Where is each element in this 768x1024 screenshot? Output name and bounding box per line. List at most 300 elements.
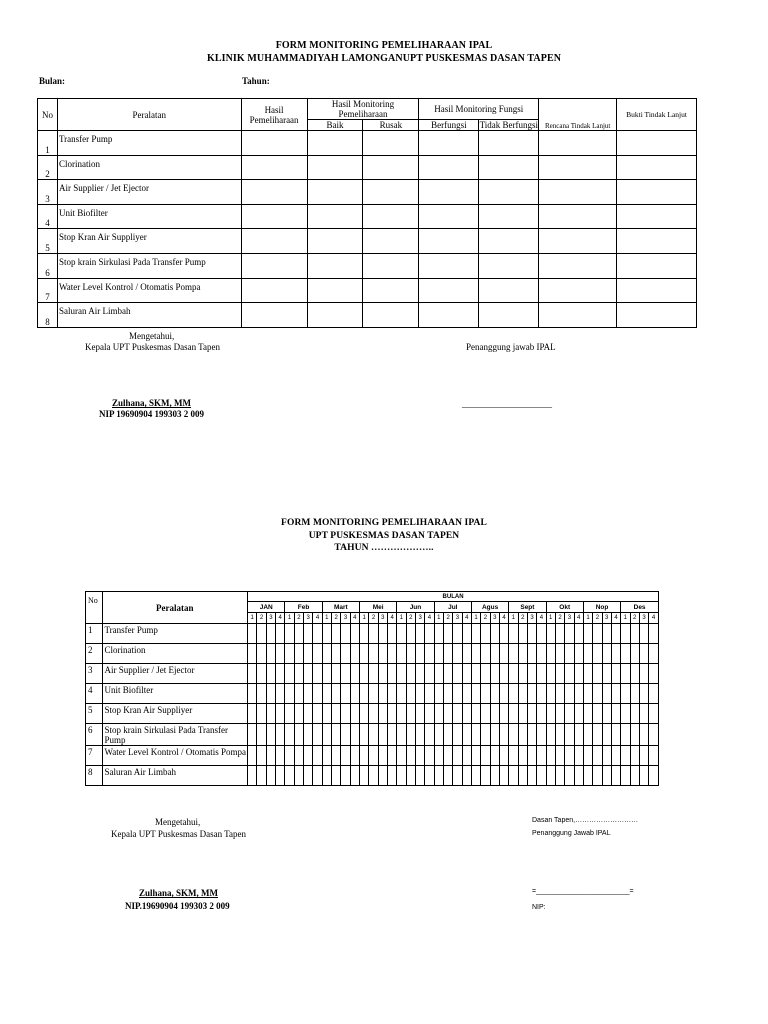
entry-cell[interactable] xyxy=(307,131,363,156)
entry-cell[interactable] xyxy=(479,131,539,156)
week-cell[interactable] xyxy=(639,624,648,644)
week-cell[interactable] xyxy=(304,724,313,746)
week-cell[interactable] xyxy=(518,644,527,664)
week-cell[interactable] xyxy=(537,664,546,684)
week-cell[interactable] xyxy=(481,684,490,704)
week-cell[interactable] xyxy=(565,644,574,664)
week-cell[interactable] xyxy=(369,684,378,704)
week-cell[interactable] xyxy=(248,766,257,786)
week-cell[interactable] xyxy=(266,644,275,664)
week-cell[interactable] xyxy=(499,724,508,746)
week-cell[interactable] xyxy=(248,644,257,664)
week-cell[interactable] xyxy=(546,746,555,766)
week-cell[interactable] xyxy=(304,766,313,786)
week-cell[interactable] xyxy=(406,664,415,684)
week-cell[interactable] xyxy=(574,746,583,766)
week-cell[interactable] xyxy=(387,766,396,786)
week-cell[interactable] xyxy=(415,684,424,704)
week-cell[interactable] xyxy=(611,664,620,684)
week-cell[interactable] xyxy=(574,644,583,664)
week-cell[interactable] xyxy=(304,746,313,766)
week-cell[interactable] xyxy=(565,766,574,786)
week-cell[interactable] xyxy=(481,664,490,684)
week-cell[interactable] xyxy=(276,644,285,664)
week-cell[interactable] xyxy=(257,624,266,644)
week-cell[interactable] xyxy=(360,684,369,704)
week-cell[interactable] xyxy=(322,724,331,746)
week-cell[interactable] xyxy=(266,724,275,746)
entry-cell[interactable] xyxy=(539,253,617,278)
week-cell[interactable] xyxy=(621,724,630,746)
week-cell[interactable] xyxy=(434,664,443,684)
week-cell[interactable] xyxy=(546,766,555,786)
week-cell[interactable] xyxy=(443,704,452,724)
week-cell[interactable] xyxy=(630,664,639,684)
week-cell[interactable] xyxy=(434,724,443,746)
week-cell[interactable] xyxy=(621,684,630,704)
week-cell[interactable] xyxy=(434,684,443,704)
week-cell[interactable] xyxy=(471,766,480,786)
week-cell[interactable] xyxy=(462,684,471,704)
week-cell[interactable] xyxy=(546,684,555,704)
week-cell[interactable] xyxy=(509,704,518,724)
week-cell[interactable] xyxy=(276,724,285,746)
week-cell[interactable] xyxy=(378,766,387,786)
week-cell[interactable] xyxy=(462,664,471,684)
week-cell[interactable] xyxy=(471,664,480,684)
week-cell[interactable] xyxy=(360,746,369,766)
week-cell[interactable] xyxy=(266,624,275,644)
week-cell[interactable] xyxy=(406,684,415,704)
week-cell[interactable] xyxy=(602,624,611,644)
week-cell[interactable] xyxy=(462,624,471,644)
week-cell[interactable] xyxy=(639,746,648,766)
week-cell[interactable] xyxy=(537,704,546,724)
week-cell[interactable] xyxy=(313,684,322,704)
week-cell[interactable] xyxy=(425,746,434,766)
week-cell[interactable] xyxy=(537,766,546,786)
week-cell[interactable] xyxy=(583,766,592,786)
week-cell[interactable] xyxy=(397,664,406,684)
week-cell[interactable] xyxy=(649,746,659,766)
entry-cell[interactable] xyxy=(617,229,697,254)
week-cell[interactable] xyxy=(248,684,257,704)
entry-cell[interactable] xyxy=(419,131,479,156)
week-cell[interactable] xyxy=(537,624,546,644)
week-cell[interactable] xyxy=(602,644,611,664)
week-cell[interactable] xyxy=(546,724,555,746)
week-cell[interactable] xyxy=(360,664,369,684)
week-cell[interactable] xyxy=(527,724,536,746)
week-cell[interactable] xyxy=(332,644,341,664)
week-cell[interactable] xyxy=(537,746,546,766)
week-cell[interactable] xyxy=(425,644,434,664)
week-cell[interactable] xyxy=(499,704,508,724)
entry-cell[interactable] xyxy=(539,278,617,303)
week-cell[interactable] xyxy=(462,704,471,724)
week-cell[interactable] xyxy=(527,624,536,644)
week-cell[interactable] xyxy=(593,766,602,786)
week-cell[interactable] xyxy=(518,684,527,704)
week-cell[interactable] xyxy=(276,664,285,684)
week-cell[interactable] xyxy=(406,704,415,724)
week-cell[interactable] xyxy=(378,684,387,704)
entry-cell[interactable] xyxy=(539,131,617,156)
week-cell[interactable] xyxy=(304,684,313,704)
week-cell[interactable] xyxy=(639,724,648,746)
week-cell[interactable] xyxy=(527,684,536,704)
week-cell[interactable] xyxy=(593,644,602,664)
week-cell[interactable] xyxy=(313,664,322,684)
week-cell[interactable] xyxy=(285,724,294,746)
week-cell[interactable] xyxy=(257,704,266,724)
entry-cell[interactable] xyxy=(363,278,419,303)
entry-cell[interactable] xyxy=(241,155,307,180)
entry-cell[interactable] xyxy=(617,303,697,328)
entry-cell[interactable] xyxy=(241,180,307,205)
week-cell[interactable] xyxy=(406,644,415,664)
week-cell[interactable] xyxy=(294,766,303,786)
week-cell[interactable] xyxy=(415,704,424,724)
week-cell[interactable] xyxy=(565,704,574,724)
week-cell[interactable] xyxy=(583,664,592,684)
week-cell[interactable] xyxy=(266,684,275,704)
week-cell[interactable] xyxy=(443,684,452,704)
week-cell[interactable] xyxy=(266,746,275,766)
week-cell[interactable] xyxy=(490,624,499,644)
entry-cell[interactable] xyxy=(307,204,363,229)
entry-cell[interactable] xyxy=(479,180,539,205)
week-cell[interactable] xyxy=(621,664,630,684)
week-cell[interactable] xyxy=(285,746,294,766)
week-cell[interactable] xyxy=(453,664,462,684)
week-cell[interactable] xyxy=(471,724,480,746)
week-cell[interactable] xyxy=(509,684,518,704)
week-cell[interactable] xyxy=(285,624,294,644)
week-cell[interactable] xyxy=(583,684,592,704)
week-cell[interactable] xyxy=(481,704,490,724)
week-cell[interactable] xyxy=(257,724,266,746)
week-cell[interactable] xyxy=(350,684,359,704)
week-cell[interactable] xyxy=(621,644,630,664)
week-cell[interactable] xyxy=(313,746,322,766)
entry-cell[interactable] xyxy=(479,155,539,180)
week-cell[interactable] xyxy=(257,664,266,684)
week-cell[interactable] xyxy=(415,766,424,786)
week-cell[interactable] xyxy=(248,704,257,724)
week-cell[interactable] xyxy=(443,724,452,746)
week-cell[interactable] xyxy=(583,704,592,724)
week-cell[interactable] xyxy=(509,664,518,684)
entry-cell[interactable] xyxy=(363,204,419,229)
entry-cell[interactable] xyxy=(539,204,617,229)
week-cell[interactable] xyxy=(481,644,490,664)
week-cell[interactable] xyxy=(555,724,564,746)
week-cell[interactable] xyxy=(546,704,555,724)
week-cell[interactable] xyxy=(378,704,387,724)
week-cell[interactable] xyxy=(350,724,359,746)
week-cell[interactable] xyxy=(397,724,406,746)
week-cell[interactable] xyxy=(509,644,518,664)
week-cell[interactable] xyxy=(639,766,648,786)
week-cell[interactable] xyxy=(266,766,275,786)
week-cell[interactable] xyxy=(378,724,387,746)
week-cell[interactable] xyxy=(611,644,620,664)
week-cell[interactable] xyxy=(602,746,611,766)
week-cell[interactable] xyxy=(546,644,555,664)
week-cell[interactable] xyxy=(471,684,480,704)
week-cell[interactable] xyxy=(527,644,536,664)
week-cell[interactable] xyxy=(453,766,462,786)
week-cell[interactable] xyxy=(415,746,424,766)
week-cell[interactable] xyxy=(602,766,611,786)
entry-cell[interactable] xyxy=(419,278,479,303)
entry-cell[interactable] xyxy=(307,229,363,254)
week-cell[interactable] xyxy=(360,724,369,746)
week-cell[interactable] xyxy=(341,704,350,724)
week-cell[interactable] xyxy=(443,644,452,664)
week-cell[interactable] xyxy=(499,644,508,664)
week-cell[interactable] xyxy=(639,704,648,724)
week-cell[interactable] xyxy=(415,624,424,644)
week-cell[interactable] xyxy=(555,704,564,724)
week-cell[interactable] xyxy=(602,704,611,724)
week-cell[interactable] xyxy=(490,724,499,746)
week-cell[interactable] xyxy=(583,746,592,766)
week-cell[interactable] xyxy=(248,624,257,644)
entry-cell[interactable] xyxy=(617,278,697,303)
entry-cell[interactable] xyxy=(363,180,419,205)
week-cell[interactable] xyxy=(332,766,341,786)
entry-cell[interactable] xyxy=(419,155,479,180)
week-cell[interactable] xyxy=(341,644,350,664)
week-cell[interactable] xyxy=(509,766,518,786)
week-cell[interactable] xyxy=(406,746,415,766)
week-cell[interactable] xyxy=(453,724,462,746)
week-cell[interactable] xyxy=(285,664,294,684)
week-cell[interactable] xyxy=(313,644,322,664)
week-cell[interactable] xyxy=(481,766,490,786)
week-cell[interactable] xyxy=(285,684,294,704)
entry-cell[interactable] xyxy=(617,253,697,278)
week-cell[interactable] xyxy=(490,704,499,724)
week-cell[interactable] xyxy=(462,724,471,746)
week-cell[interactable] xyxy=(304,664,313,684)
week-cell[interactable] xyxy=(453,644,462,664)
week-cell[interactable] xyxy=(369,644,378,664)
week-cell[interactable] xyxy=(649,704,659,724)
week-cell[interactable] xyxy=(499,766,508,786)
week-cell[interactable] xyxy=(369,704,378,724)
week-cell[interactable] xyxy=(574,684,583,704)
week-cell[interactable] xyxy=(313,624,322,644)
week-cell[interactable] xyxy=(649,664,659,684)
week-cell[interactable] xyxy=(499,746,508,766)
week-cell[interactable] xyxy=(527,664,536,684)
week-cell[interactable] xyxy=(574,724,583,746)
week-cell[interactable] xyxy=(341,746,350,766)
week-cell[interactable] xyxy=(462,746,471,766)
week-cell[interactable] xyxy=(639,684,648,704)
week-cell[interactable] xyxy=(425,624,434,644)
entry-cell[interactable] xyxy=(419,180,479,205)
entry-cell[interactable] xyxy=(241,131,307,156)
week-cell[interactable] xyxy=(602,684,611,704)
entry-cell[interactable] xyxy=(307,278,363,303)
week-cell[interactable] xyxy=(611,624,620,644)
week-cell[interactable] xyxy=(304,644,313,664)
entry-cell[interactable] xyxy=(479,303,539,328)
week-cell[interactable] xyxy=(537,724,546,746)
week-cell[interactable] xyxy=(276,766,285,786)
week-cell[interactable] xyxy=(266,704,275,724)
week-cell[interactable] xyxy=(621,746,630,766)
week-cell[interactable] xyxy=(462,644,471,664)
week-cell[interactable] xyxy=(350,644,359,664)
week-cell[interactable] xyxy=(443,766,452,786)
entry-cell[interactable] xyxy=(307,253,363,278)
week-cell[interactable] xyxy=(322,624,331,644)
week-cell[interactable] xyxy=(518,664,527,684)
week-cell[interactable] xyxy=(509,746,518,766)
entry-cell[interactable] xyxy=(307,303,363,328)
week-cell[interactable] xyxy=(443,624,452,644)
week-cell[interactable] xyxy=(649,724,659,746)
week-cell[interactable] xyxy=(593,704,602,724)
week-cell[interactable] xyxy=(593,746,602,766)
entry-cell[interactable] xyxy=(617,155,697,180)
week-cell[interactable] xyxy=(434,624,443,644)
week-cell[interactable] xyxy=(602,724,611,746)
week-cell[interactable] xyxy=(341,724,350,746)
entry-cell[interactable] xyxy=(363,155,419,180)
week-cell[interactable] xyxy=(471,624,480,644)
week-cell[interactable] xyxy=(397,624,406,644)
entry-cell[interactable] xyxy=(363,253,419,278)
week-cell[interactable] xyxy=(294,704,303,724)
week-cell[interactable] xyxy=(499,684,508,704)
week-cell[interactable] xyxy=(453,704,462,724)
week-cell[interactable] xyxy=(387,664,396,684)
week-cell[interactable] xyxy=(397,684,406,704)
week-cell[interactable] xyxy=(350,664,359,684)
week-cell[interactable] xyxy=(360,644,369,664)
week-cell[interactable] xyxy=(649,684,659,704)
week-cell[interactable] xyxy=(425,664,434,684)
week-cell[interactable] xyxy=(387,624,396,644)
entry-cell[interactable] xyxy=(617,131,697,156)
week-cell[interactable] xyxy=(611,704,620,724)
week-cell[interactable] xyxy=(583,624,592,644)
week-cell[interactable] xyxy=(499,664,508,684)
week-cell[interactable] xyxy=(257,644,266,664)
week-cell[interactable] xyxy=(574,624,583,644)
week-cell[interactable] xyxy=(425,684,434,704)
week-cell[interactable] xyxy=(360,704,369,724)
week-cell[interactable] xyxy=(257,684,266,704)
week-cell[interactable] xyxy=(621,766,630,786)
week-cell[interactable] xyxy=(248,724,257,746)
week-cell[interactable] xyxy=(415,664,424,684)
week-cell[interactable] xyxy=(639,644,648,664)
week-cell[interactable] xyxy=(593,724,602,746)
week-cell[interactable] xyxy=(649,766,659,786)
week-cell[interactable] xyxy=(630,766,639,786)
week-cell[interactable] xyxy=(518,704,527,724)
week-cell[interactable] xyxy=(294,624,303,644)
week-cell[interactable] xyxy=(509,624,518,644)
week-cell[interactable] xyxy=(434,704,443,724)
week-cell[interactable] xyxy=(304,704,313,724)
week-cell[interactable] xyxy=(322,766,331,786)
week-cell[interactable] xyxy=(462,766,471,786)
week-cell[interactable] xyxy=(602,664,611,684)
entry-cell[interactable] xyxy=(539,303,617,328)
week-cell[interactable] xyxy=(630,644,639,664)
week-cell[interactable] xyxy=(443,664,452,684)
week-cell[interactable] xyxy=(583,644,592,664)
entry-cell[interactable] xyxy=(479,278,539,303)
week-cell[interactable] xyxy=(555,644,564,664)
week-cell[interactable] xyxy=(537,684,546,704)
week-cell[interactable] xyxy=(350,704,359,724)
week-cell[interactable] xyxy=(276,684,285,704)
week-cell[interactable] xyxy=(630,704,639,724)
week-cell[interactable] xyxy=(471,746,480,766)
entry-cell[interactable] xyxy=(419,204,479,229)
week-cell[interactable] xyxy=(611,724,620,746)
week-cell[interactable] xyxy=(294,684,303,704)
week-cell[interactable] xyxy=(332,664,341,684)
week-cell[interactable] xyxy=(630,684,639,704)
week-cell[interactable] xyxy=(546,664,555,684)
week-cell[interactable] xyxy=(499,624,508,644)
week-cell[interactable] xyxy=(621,624,630,644)
week-cell[interactable] xyxy=(611,746,620,766)
week-cell[interactable] xyxy=(593,664,602,684)
week-cell[interactable] xyxy=(425,704,434,724)
week-cell[interactable] xyxy=(369,746,378,766)
week-cell[interactable] xyxy=(332,724,341,746)
week-cell[interactable] xyxy=(490,746,499,766)
week-cell[interactable] xyxy=(285,644,294,664)
week-cell[interactable] xyxy=(369,724,378,746)
week-cell[interactable] xyxy=(555,624,564,644)
week-cell[interactable] xyxy=(387,724,396,746)
entry-cell[interactable] xyxy=(617,204,697,229)
week-cell[interactable] xyxy=(518,624,527,644)
week-cell[interactable] xyxy=(434,766,443,786)
week-cell[interactable] xyxy=(593,624,602,644)
entry-cell[interactable] xyxy=(539,155,617,180)
week-cell[interactable] xyxy=(415,644,424,664)
entry-cell[interactable] xyxy=(419,253,479,278)
week-cell[interactable] xyxy=(555,746,564,766)
entry-cell[interactable] xyxy=(479,229,539,254)
week-cell[interactable] xyxy=(378,664,387,684)
entry-cell[interactable] xyxy=(617,180,697,205)
week-cell[interactable] xyxy=(565,664,574,684)
week-cell[interactable] xyxy=(555,664,564,684)
week-cell[interactable] xyxy=(341,766,350,786)
week-cell[interactable] xyxy=(266,664,275,684)
entry-cell[interactable] xyxy=(419,229,479,254)
week-cell[interactable] xyxy=(341,684,350,704)
week-cell[interactable] xyxy=(649,644,659,664)
week-cell[interactable] xyxy=(471,644,480,664)
week-cell[interactable] xyxy=(490,684,499,704)
entry-cell[interactable] xyxy=(241,253,307,278)
